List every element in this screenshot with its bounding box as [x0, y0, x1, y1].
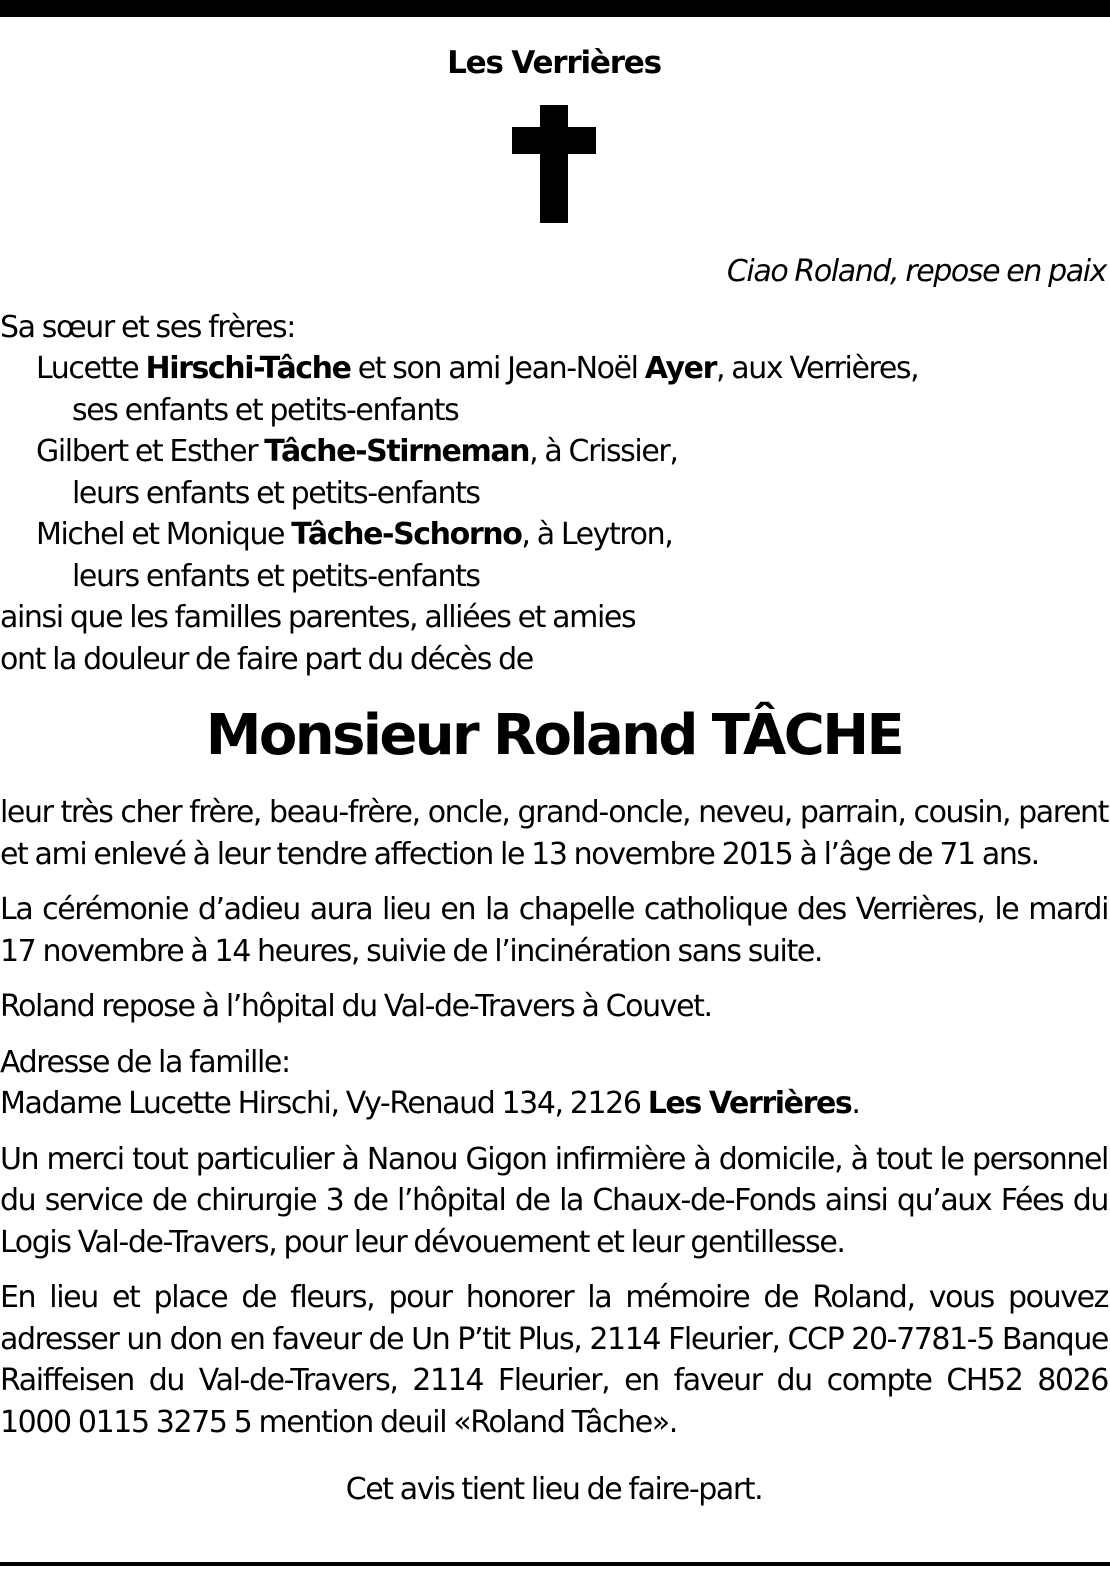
member-given-names: Michel et Monique: [36, 517, 292, 552]
address-street: Madame Lucette Hirschi, Vy-Renaud 134, 2126: [0, 1086, 648, 1121]
member-surname: Tâche-Stirneman: [264, 434, 530, 469]
obituary-notice: [0, 17, 1108, 1511]
latin-cross-icon: [512, 105, 596, 223]
family-member-descendants: ses enfants et petits-enfants: [72, 392, 459, 428]
family-address-block: [0, 1042, 1108, 1125]
resting-place-paragraph: Roland repose à l’hôpital du Val-de-Travers à Couvet.: [0, 989, 712, 1024]
relationship-paragraph: leur très cher frère, beau-frère, oncle, grand-oncle, neveu, parrain, cousin, parent et ami enlevé à leur tendre affection le 13 novembre 2015 à l’âge de 71 ans.: [0, 795, 1108, 872]
family-intro: Sa sœur et ses frères:: [0, 309, 295, 345]
member-given-names: Lucette: [36, 351, 146, 386]
family-member-line: [0, 348, 1108, 390]
address-end: .: [851, 1086, 860, 1121]
member-surname: Tâche-Schorno: [291, 517, 522, 552]
member-location: , aux Verrières,: [716, 351, 919, 386]
family-member-line: [0, 514, 1108, 556]
address-city: Les Verrières: [647, 1086, 852, 1121]
member-partner-surname: Ayer: [644, 351, 716, 386]
ceremony-paragraph: La cérémonie d’adieu aura lieu en la chapelle catholique des Verrières, le mardi 17 novembre à 14 heures, suivie de l’incinération sans suite.: [0, 892, 1108, 969]
member-location: , à Crissier,: [529, 434, 678, 469]
family-member-line: [0, 431, 1108, 473]
thanks-paragraph: Un merci tout particulier à Nanou Gigon infirmière à domicile, à tout le personnel du service de chirurgie 3 de l’hôpital de la Chaux-de-Fonds ainsi qu’aux Fées du Logis Val-de-Travers, pour leur dévouement et leur gentillesse.: [0, 1141, 1108, 1260]
bottom-border-rule: [0, 1562, 1110, 1566]
place-heading: Les Verrières: [447, 45, 661, 81]
address-line: [0, 1083, 1108, 1125]
member-partner-text: et son ami Jean-Noël: [350, 351, 645, 386]
member-surname: Hirschi-Tâche: [145, 351, 351, 386]
donation-paragraph: En lieu et place de fleurs, pour honorer la mémoire de Roland, vous pouvez adresser un don en faveur de Un P’tit Plus, 2114 Fleurier, CCP 20-7781-5 Banque Raiffeisen du Val-de-Travers, 2114 Fleurier, en faveur du compte CH52 8026 1000 0115 3275 5 mention deuil «Roland Tâche».: [0, 1280, 1108, 1440]
epigraph: Ciao Roland, repose en paix: [726, 254, 1106, 289]
family-member-descendants: leurs enfants et petits-enfants: [72, 558, 480, 594]
member-location: , à Leytron,: [521, 517, 673, 552]
deceased-name: Monsieur Roland TÂCHE: [205, 703, 903, 768]
relatives-line: ainsi que les familles parentes, alliées et amies: [0, 600, 636, 635]
address-label: Adresse de la famille:: [0, 1044, 290, 1080]
announcement-line: ont la douleur de faire part du décès de: [0, 641, 533, 677]
member-given-names: Gilbert et Esther: [36, 434, 265, 469]
closing-line: Cet avis tient lieu de faire-part.: [345, 1472, 763, 1507]
family-member-descendants: leurs enfants et petits-enfants: [72, 475, 480, 511]
top-border-rule: [0, 0, 1110, 17]
